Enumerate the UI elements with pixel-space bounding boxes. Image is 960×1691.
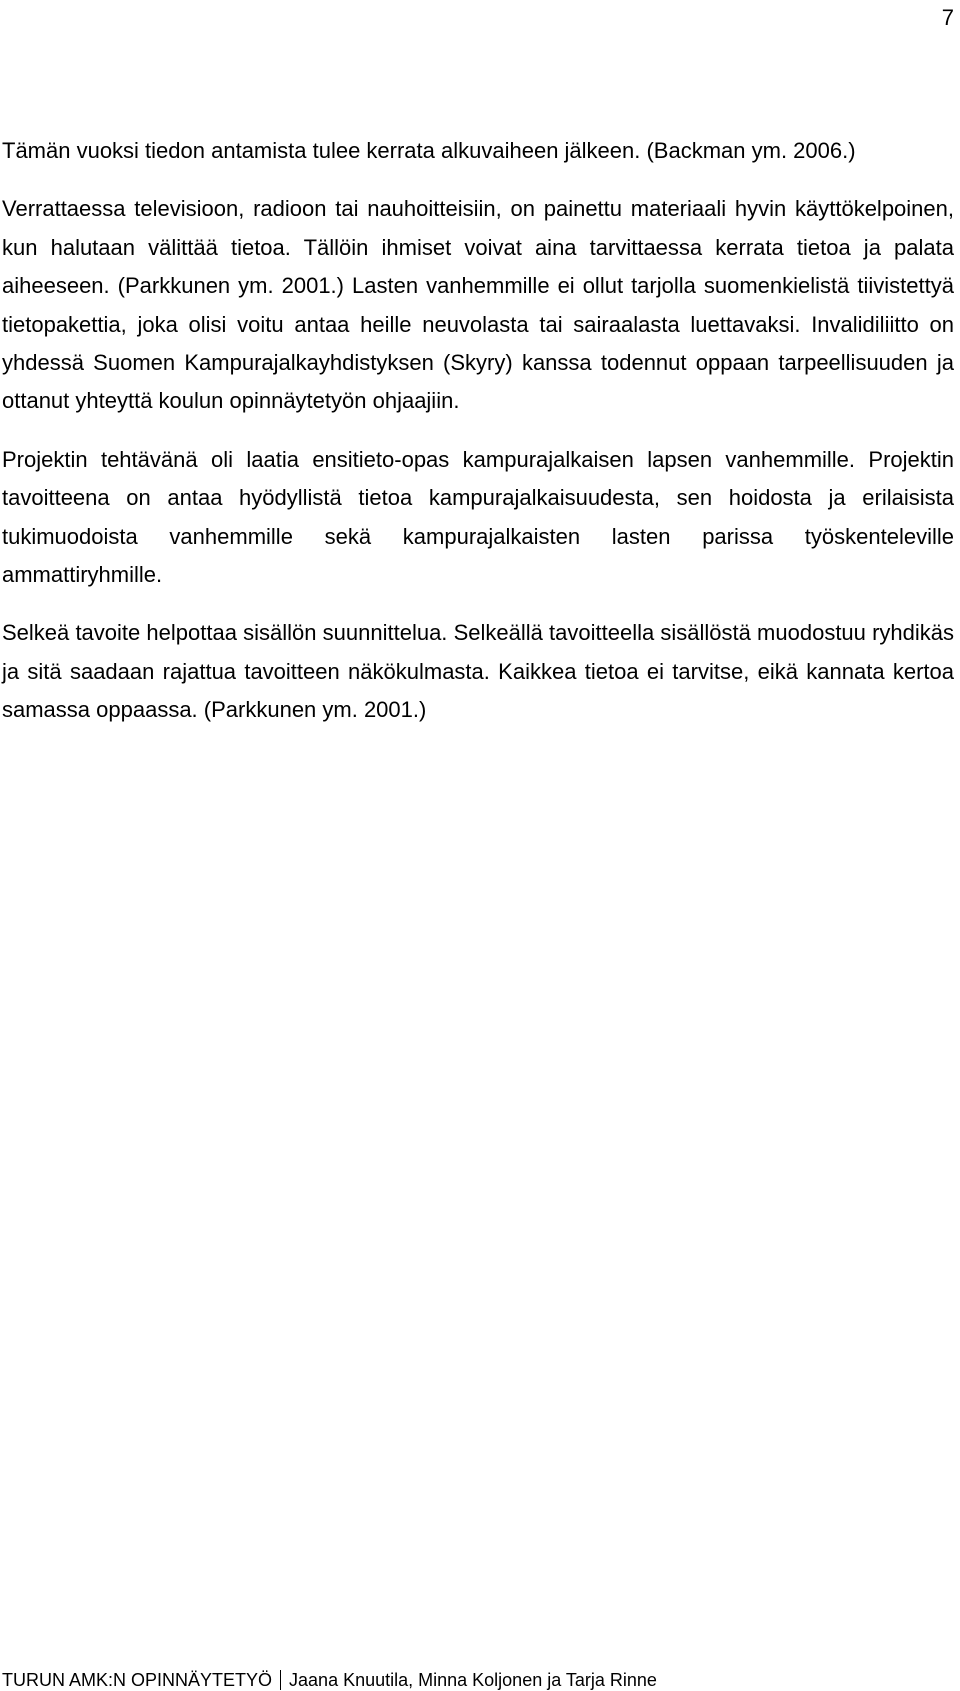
page-number: 7 [941, 5, 954, 30]
paragraph-1: Tämän vuoksi tiedon antamista tulee kerrata alkuvaiheen jälkeen. (Backman ym. 2006.) [2, 138, 856, 163]
footer-authors: Jaana Knuutila, Minna Koljonen ja Tarja Rinne [289, 1670, 657, 1690]
footer-separator [280, 1670, 281, 1690]
page-footer [2, 1669, 954, 1691]
footer-institution: TURUN AMK:N OPINNÄYTETYÖ [2, 1670, 273, 1690]
paragraph-4: Selkeä tavoite helpottaa sisällön suunnittelua. Selkeällä tavoitteella sisällöstä muodostuu ryhdikäs ja sitä saadaan rajattua tavoitteen näkökulmasta. Kaikkea tietoa ei tarvitse, eikä kannata kertoa samassa oppaassa. (Parkkunen ym. 2001.) [2, 620, 954, 723]
document-body [2, 132, 954, 750]
paragraph-2: Verrattaessa televisioon, radioon tai nauhoitteisiin, on painettu materiaali hyvin käyttökelpoinen, kun halutaan välittää tietoa. Tällöin ihmiset voivat aina tarvittaessa kerrata tietoa ja palata aiheeseen. (Parkkunen ym. 2001.) Lasten vanhemmille ei ollut tarjolla suomenkielistä tiivistettyä tietopakettia, joka olisi voitu antaa heille neuvolasta tai sairaalasta luettavaksi. Invalidiliitto on yhdessä Suomen Kampurajalkayhdistyksen (Skyry) kanssa todennut oppaan tarpeellisuuden ja ottanut yhteyttä koulun opinnäytetyön ohjaajiin. [2, 196, 954, 414]
paragraph-3: Projektin tehtävänä oli laatia ensitieto-opas kampurajalkaisen lapsen vanhemmille. Projektin tavoitteena on antaa hyödyllistä tietoa kampurajalkaisuudesta, sen hoidosta ja erilaisista tukimuodoista vanhemmille sekä kampurajalkaisten lasten parissa työskenteleville ammattiryhmille. [2, 446, 954, 588]
